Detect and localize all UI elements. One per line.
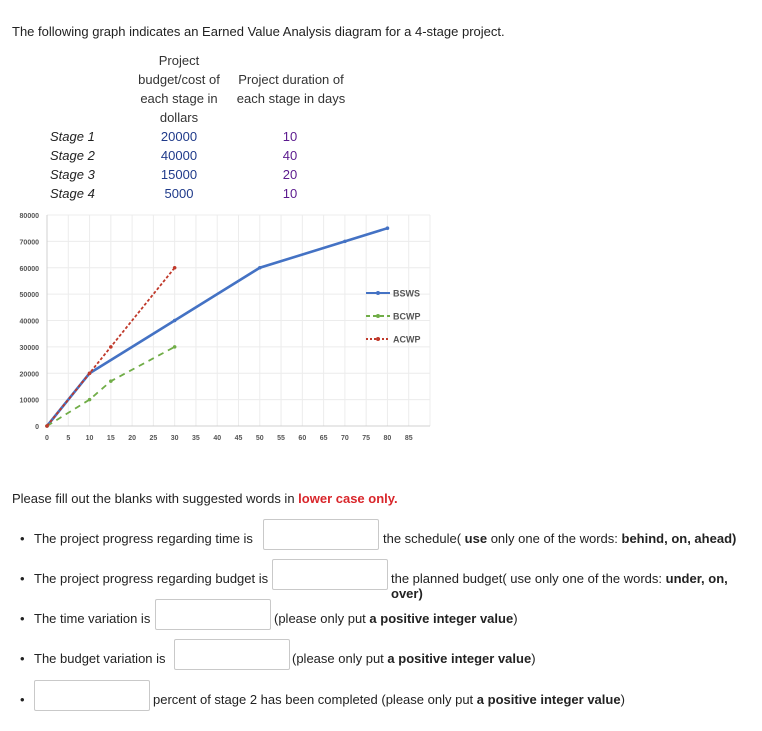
stage-cost: 40000	[160, 148, 198, 163]
legend-label-acwp: ACWP	[393, 334, 421, 345]
x-tick-label: 5	[66, 435, 71, 442]
x-tick-label: 50	[255, 435, 264, 442]
stage-days: 10	[282, 186, 298, 201]
question-budget-variation-prompt: The budget variation is	[34, 651, 166, 666]
stage-label: Stage 3	[50, 167, 95, 182]
earned-value-chart	[0, 205, 440, 455]
budget-progress-input[interactable]	[272, 559, 388, 590]
stage-days: 10	[282, 129, 298, 144]
instructions-text: Please fill out the blanks with suggested words in	[12, 491, 299, 506]
suffix-bold: a positive integer value	[369, 611, 514, 626]
stage-cost: 20000	[160, 129, 198, 144]
suffix-text: the planned budget( use only one of the words:	[391, 571, 666, 586]
data-point-acwp	[173, 266, 177, 270]
question-percent-suffix	[153, 692, 625, 707]
intro-text: The following graph indicates an Earned Value Analysis diagram for a 4-stage project.	[12, 24, 505, 39]
suffix-text: )	[531, 651, 536, 666]
cost-header-line: budget/cost of	[138, 72, 220, 87]
data-point-bsws	[173, 319, 177, 323]
stage2-percent-input[interactable]	[34, 680, 150, 711]
days-header-line: Project duration of	[238, 72, 344, 87]
data-point-bcwp	[173, 345, 177, 349]
stage-label: Stage 2	[50, 148, 95, 163]
suffix-bold: under, on, over)	[391, 571, 728, 601]
question-budget-prompt: The project progress regarding budget is	[34, 571, 269, 586]
bullet: •	[20, 651, 25, 666]
data-point-bcwp	[88, 398, 92, 402]
data-point-acwp	[45, 424, 49, 428]
question-budget-suffix	[391, 571, 762, 601]
data-point-bsws	[258, 266, 262, 270]
time-progress-input[interactable]	[263, 519, 379, 550]
stage-days: 20	[282, 167, 298, 182]
cost-header-line: dollars	[159, 110, 199, 125]
cost-header-line: Project	[158, 53, 200, 68]
instructions-emphasis: lower case only.	[298, 491, 398, 506]
data-point-bsws	[343, 240, 347, 244]
data-point-acwp	[109, 345, 113, 349]
x-tick-label: 80	[383, 435, 392, 442]
y-tick-label: 40000	[19, 318, 39, 326]
stage-cost: 15000	[160, 167, 198, 182]
legend-label-bsws: BSWS	[393, 288, 420, 299]
x-tick-label: 20	[128, 435, 137, 442]
y-tick-label: 30000	[19, 344, 39, 352]
x-tick-label: 15	[106, 435, 115, 442]
suffix-bold: use	[464, 531, 488, 546]
x-tick-label: 0	[45, 435, 49, 442]
stage-days: 40	[282, 148, 298, 163]
x-tick-label: 65	[319, 435, 328, 442]
x-tick-label: 85	[404, 435, 413, 442]
question-time-variation-prompt: The time variation is	[34, 611, 151, 626]
suffix-text: percent of stage 2 has been completed (please only put	[153, 692, 477, 707]
suffix-bold: a positive integer value	[476, 692, 621, 707]
y-tick-label: 10000	[19, 397, 39, 405]
x-tick-label: 35	[192, 435, 200, 442]
bullet: •	[20, 692, 25, 707]
y-tick-label: 50000	[19, 292, 39, 300]
data-point-acwp	[88, 371, 92, 375]
legend-marker-bcwp	[376, 314, 380, 318]
y-tick-label: 60000	[19, 265, 39, 273]
x-tick-label: 70	[340, 435, 349, 442]
bullet: •	[20, 531, 25, 546]
days-header	[232, 70, 350, 108]
x-tick-label: 30	[170, 435, 179, 442]
question-time-prompt: The project progress regarding time is	[34, 531, 253, 546]
suffix-text: (please only put	[292, 651, 388, 666]
question-time-suffix	[383, 531, 736, 546]
suffix-text: )	[620, 692, 625, 707]
suffix-text: )	[513, 611, 518, 626]
cost-header	[128, 51, 230, 127]
legend-marker-acwp	[376, 337, 380, 341]
x-tick-label: 10	[85, 435, 94, 442]
x-tick-label: 75	[362, 435, 371, 442]
question-budget-variation-suffix	[292, 651, 536, 666]
x-tick-label: 40	[213, 435, 222, 442]
suffix-text: only one of the words:	[487, 531, 622, 546]
instructions	[12, 491, 398, 506]
stage-label: Stage 4	[50, 186, 95, 201]
y-tick-label: 0	[35, 424, 39, 431]
x-tick-label: 60	[298, 435, 307, 442]
x-tick-label: 45	[234, 435, 243, 442]
y-tick-label: 20000	[19, 371, 39, 379]
suffix-text: the schedule(	[383, 531, 465, 546]
stage-label: Stage 1	[50, 129, 95, 144]
suffix-bold: behind, on, ahead)	[621, 531, 737, 546]
days-header-line: each stage in days	[236, 91, 346, 106]
data-point-bsws	[386, 226, 390, 230]
suffix-bold: a positive integer value	[387, 651, 532, 666]
stage-cost: 5000	[164, 186, 194, 201]
bullet: •	[20, 611, 25, 626]
x-tick-label: 55	[277, 435, 285, 442]
data-point-bcwp	[109, 379, 113, 383]
question-time-variation-suffix	[274, 611, 518, 626]
x-tick-label: 25	[149, 435, 158, 442]
legend-marker-bsws	[376, 291, 380, 295]
bullet: •	[20, 571, 25, 586]
legend-label-bcwp: BCWP	[393, 311, 421, 322]
suffix-text: (please only put	[274, 611, 370, 626]
y-tick-label: 80000	[19, 213, 39, 220]
cost-header-line: each stage in	[140, 91, 218, 106]
budget-variation-input[interactable]	[174, 639, 290, 670]
time-variation-input[interactable]	[155, 599, 271, 630]
y-tick-label: 70000	[19, 239, 39, 247]
